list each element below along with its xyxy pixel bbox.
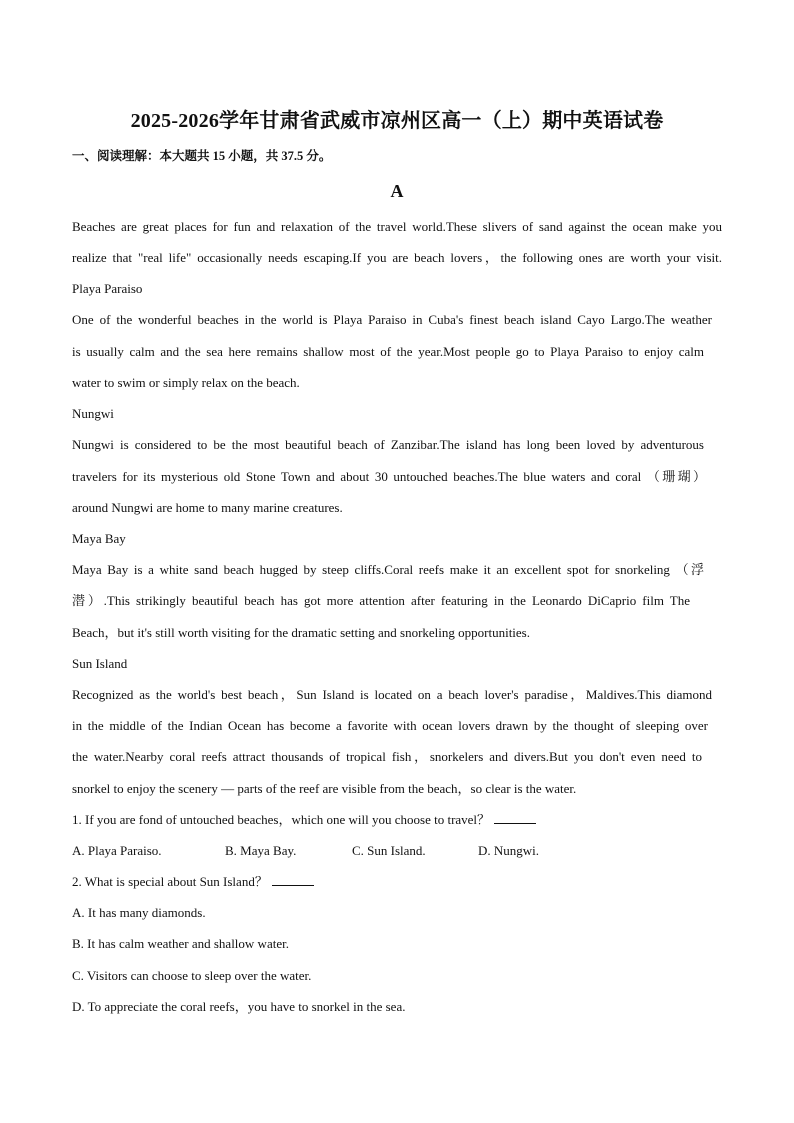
beach-heading: Maya Bay	[72, 531, 126, 546]
passage-line: is usually calm and the sea here remains shallow most of the year.Most people go to Playa Paraiso to enjoy calm	[72, 344, 704, 359]
passage-line: Beaches are great places for fun and relaxation of the travel world.These slivers of sand against the ocean make you	[72, 219, 722, 234]
passage-line: Beach，but it's still worth visiting for the dramatic setting and snorkeling opportunities.	[72, 625, 530, 640]
passage-line: the water.Nearby coral reefs attract thousands of tropical fish，snorkelers and divers.But you don't even need to	[72, 749, 702, 764]
beach-heading: Sun Island	[72, 656, 128, 671]
option-a[interactable]: A. It has many diamonds.	[72, 905, 206, 920]
question-2	[72, 873, 722, 891]
question-text: 2. What is special about Sun Island？	[72, 874, 268, 889]
passage-line: 潜）.This strikingly beautiful beach has got more attention after featuring in the Leonardo DiCaprio film The	[72, 593, 690, 608]
passage-label: A	[390, 181, 404, 201]
passage-line: Maya Bay is a white sand beach hugged by steep cliffs.Coral reefs make it an excellent spot for snorkeling （浮	[72, 562, 704, 577]
question-text: 1. If you are fond of untouched beaches，which one will you choose to travel？	[72, 812, 491, 827]
section-heading: 一、阅读理解：本大题共 15 小题，共 37.5 分。	[72, 149, 332, 163]
page-title: 2025-2026学年甘肃省武威市凉州区高一（上）期中英语试卷	[130, 110, 664, 132]
passage-line: Recognized as the world's best beach，Sun Island is located on a beach lover's paradise，Maldives.This diamond	[72, 687, 712, 702]
passage-line: around Nungwi are home to many marine creatures.	[72, 500, 343, 515]
option-b[interactable]: B. It has calm weather and shallow water.	[72, 936, 289, 951]
passage-line: travelers for its mysterious old Stone Town and about 30 untouched beaches.The blue waters and coral （珊瑚）	[72, 469, 706, 484]
option-d[interactable]: D. Nungwi.	[478, 843, 540, 858]
question-1	[72, 811, 722, 829]
option-b[interactable]: B. Maya Bay.	[225, 843, 297, 858]
answer-blank[interactable]	[272, 873, 314, 886]
option-c[interactable]: C. Sun Island.	[352, 843, 426, 858]
beach-heading: Playa Paraiso	[72, 281, 143, 296]
passage-line: One of the wonderful beaches in the world is Playa Paraiso in Cuba's finest beach island Cayo Largo.The weather	[72, 312, 712, 327]
option-a[interactable]: A. Playa Paraiso.	[72, 843, 162, 858]
passage-line: in the middle of the Indian Ocean has become a favorite with ocean lovers drawn by the thought of sleeping over	[72, 718, 708, 733]
passage-line: snorkel to enjoy the scenery — parts of the reef are visible from the beach，so clear is the water.	[72, 781, 577, 796]
passage-line: water to swim or simply relax on the beach.	[72, 375, 300, 390]
option-d[interactable]: D. To appreciate the coral reefs，you have to snorkel in the sea.	[72, 999, 406, 1014]
passage-line: realize that "real life" occasionally needs escaping.If you are beach lovers，the following ones are worth your visit.	[72, 250, 722, 265]
passage-line: Nungwi is considered to be the most beautiful beach of Zanzibar.The island has long been loved by adventurous	[72, 437, 704, 452]
answer-blank[interactable]	[494, 811, 536, 824]
beach-heading: Nungwi	[72, 406, 114, 421]
option-c[interactable]: C. Visitors can choose to sleep over the water.	[72, 968, 312, 983]
